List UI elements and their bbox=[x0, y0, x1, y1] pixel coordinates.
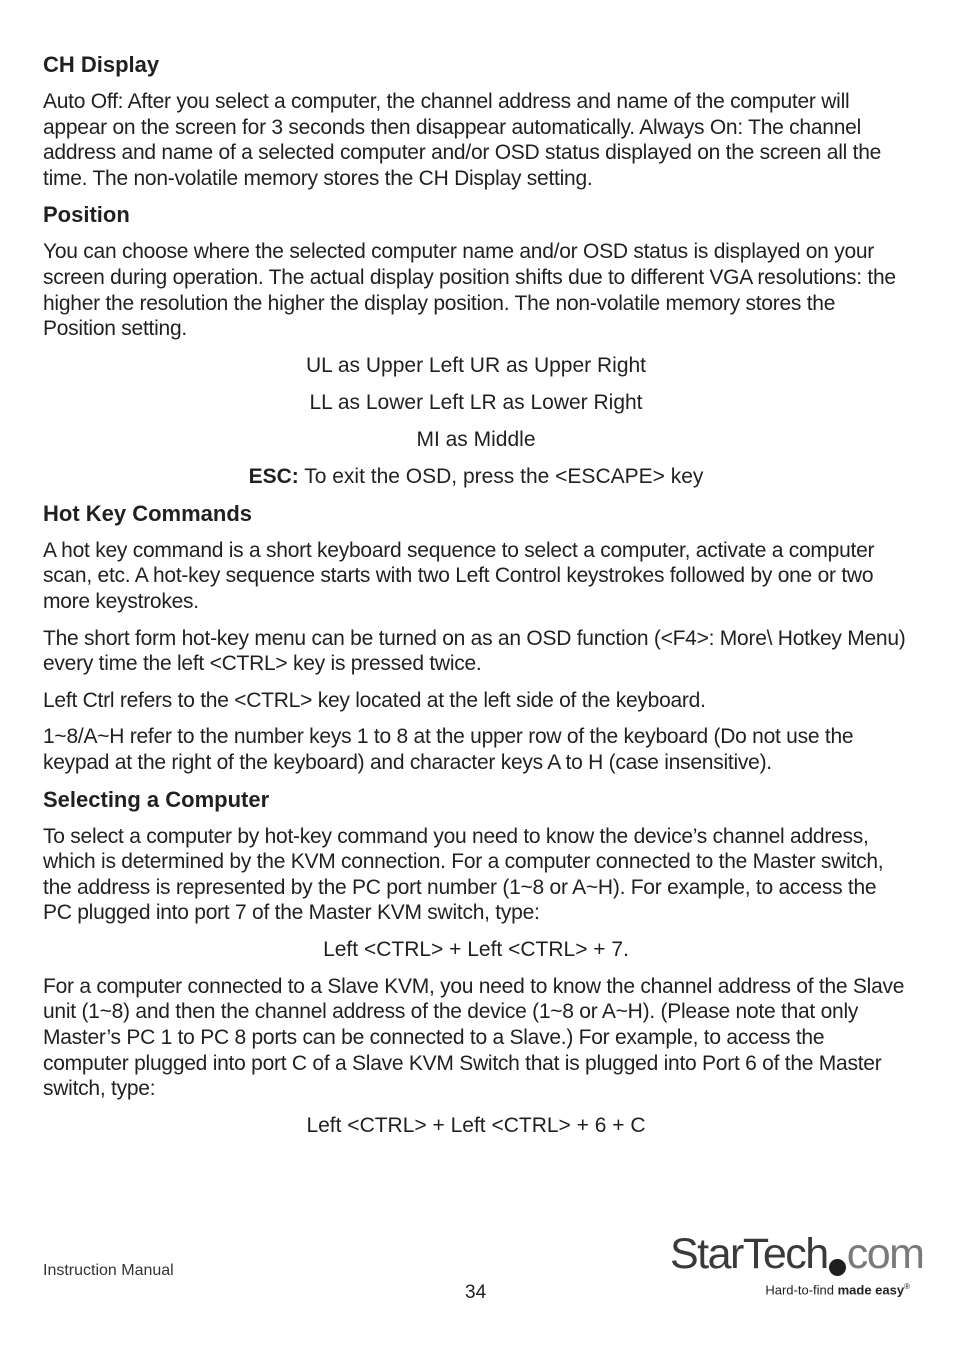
hot-key-p4: 1~8/A~H refer to the number keys 1 to 8 at the upper row of the keyboard (Do not use the keypad at the right of the keyboard) and character keys A to H (case insensitive). bbox=[43, 725, 854, 774]
tagline-bold: made easy bbox=[837, 1282, 905, 1298]
position-ll-lr: LL as Lower Left LR as Lower Right bbox=[309, 390, 643, 414]
position-body: You can choose where the selected computer name and/or OSD status is displayed on your screen during operation. The actual display position shifts due to different VGA resolutions: the higher the resolution the higher the display position. The non-volatile memory stores the Position setting. bbox=[43, 240, 896, 341]
tagline-mark: ® bbox=[904, 1282, 910, 1291]
hot-key-p2: The short form hot-key menu can be turned on as an OSD function (<F4>: More\ Hotkey Menu) every time the left <CTRL> key is pressed twice. bbox=[43, 626, 906, 676]
ch-display-heading: CH Display bbox=[43, 52, 160, 77]
example-port-7: Left <CTRL> + Left <CTRL> + 7. bbox=[323, 937, 629, 961]
hot-key-p3: Left Ctrl refers to the <CTRL> key located at the left side of the keyboard. bbox=[43, 688, 706, 712]
page-content bbox=[43, 52, 909, 1150]
selecting-p2: For a computer connected to a Slave KVM, you need to know the channel address of the Slave unit (1~8) and then the channel address of the device (1~8 or A~H). (Please note that only Master’s PC 1 to PC 8 ports can be connected to a Slave.) For example, to access the computer plugged into port C of a Slave KVM Switch that is plugged into Port 6 of the Master switch, type: bbox=[43, 974, 905, 1101]
position-heading: Position bbox=[43, 202, 130, 228]
esc-text: To exit the OSD, press the <ESCAPE> key bbox=[298, 464, 704, 488]
hot-key-heading: Hot Key Commands bbox=[43, 500, 253, 526]
position-ul-ur: UL as Upper Left UR as Upper Right bbox=[305, 353, 647, 377]
ch-display-body: Auto Off: After you select a computer, the channel address and name of the computer will appear on the screen for 3 seconds then disappear automatically. Always On: The channel address and name of a selected computer and/or OSD status displayed on the screen all the time. The non-volatile memory stores the CH Display setting. bbox=[43, 90, 882, 190]
logo-dot-icon bbox=[829, 1259, 846, 1276]
selecting-p1: To select a computer by hot-key command you need to know the device’s channel address, which is determined by the KVM connection. For a computer connected to the Master switch, the address is represented by the PC port number (1~8 or A~H). For example, to access the PC plugged into port 7 of the Master KVM switch, type: bbox=[43, 824, 884, 925]
tagline-normal: Hard-to-find bbox=[765, 1282, 838, 1298]
hot-key-p1: A hot key command is a short keyboard sequence to select a computer, activate a computer scan, etc. A hot-key sequence starts with two Left Control keystrokes followed by one or two more keystrokes. bbox=[43, 538, 875, 613]
example-port-6c: Left <CTRL> + Left <CTRL> + 6 + C bbox=[306, 1113, 646, 1137]
logo-star: StarTech bbox=[670, 1230, 828, 1278]
logo-wordmark bbox=[670, 1230, 924, 1278]
esc-line bbox=[43, 464, 909, 490]
selecting-heading: Selecting a Computer bbox=[43, 786, 270, 812]
position-mi: MI as Middle bbox=[416, 427, 536, 451]
footer-manual-label: Instruction Manual bbox=[43, 1262, 174, 1279]
esc-label: ESC: bbox=[248, 464, 299, 488]
logo-tagline bbox=[765, 1282, 910, 1297]
logo-com: com bbox=[846, 1230, 924, 1278]
startech-logo bbox=[670, 1230, 924, 1305]
page-number: 34 bbox=[465, 1282, 487, 1303]
